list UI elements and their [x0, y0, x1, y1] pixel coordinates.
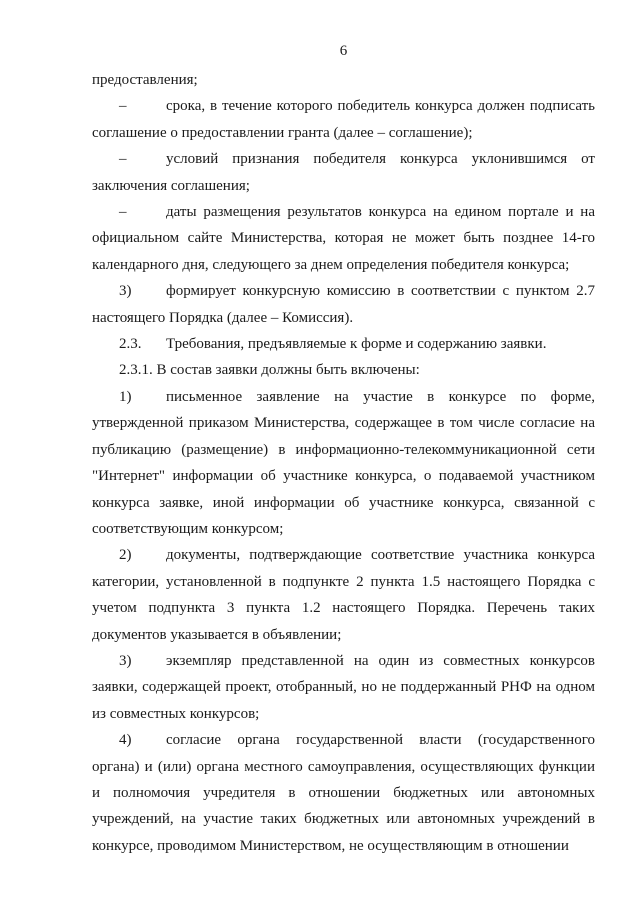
paragraph [92, 278, 595, 331]
paragraph [92, 67, 595, 93]
paragraph [92, 648, 595, 727]
list-marker: – [119, 98, 127, 115]
list-marker: – [119, 204, 127, 221]
paragraph-text: Требования, предъявляемые к форме и содержанию заявки. [166, 336, 547, 353]
paragraph-text: 2.3.1. В состав заявки должны быть включены: [119, 362, 420, 379]
paragraph-text: срока, в течение которого победитель конкурса должен подписать соглашение о предоставлении гранта (далее – соглашение); [92, 98, 595, 141]
paragraph-text: экземпляр представленной на один из совместных конкурсов заявки, содержащей проект, отобранный, но не поддержанный РНФ на одном из совместных конкурсов; [92, 652, 595, 722]
paragraph [92, 93, 595, 146]
paragraph-text: формирует конкурсную комиссию в соответствии с пунктом 2.7 настоящего Порядка (далее – Комиссия). [92, 283, 595, 326]
paragraph [92, 331, 595, 357]
paragraph [92, 384, 595, 542]
paragraph [92, 357, 595, 383]
paragraph [92, 727, 595, 859]
list-marker: 3) [119, 652, 132, 669]
list-marker: 2.3. [119, 336, 142, 353]
paragraph [92, 199, 595, 278]
list-marker: 2) [119, 547, 132, 564]
paragraph-text: документы, подтверждающие соответствие участника конкурса категории, установленной в подпункте 2 пункта 1.5 настоящего Порядка с учетом подпункта 3 пункта 1.2 настоящего Порядка. Перечень таких документов указывается в объявлении; [92, 547, 595, 643]
page-number: 6 [339, 43, 348, 59]
list-marker: – [119, 151, 127, 168]
paragraph [92, 146, 595, 199]
paragraph [92, 542, 595, 648]
paragraph-text: условий признания победителя конкурса уклонившимся от заключения соглашения; [92, 151, 595, 194]
list-marker: 1) [119, 388, 132, 405]
paragraph-text: согласие органа государственной власти (государственного органа) и (или) органа местного самоуправления, осуществляющих функции и полномочия учредителя в отношении бюджетных или автономных учреждений, на участие таких бюджетных или автономных учреждений в конкурсе, проводимом Министерством, не осуществляющим в отношении [92, 732, 595, 854]
paragraph-text: даты размещения результатов конкурса на едином портале и на официальном сайте Министерства, которая не может быть позднее 14-го календарного дня, следующего за днем определения победителя конкурса; [92, 204, 595, 273]
paragraph-text: письменное заявление на участие в конкурсе по форме, утвержденной приказом Министерства, содержащее в том числе согласие на публикацию (размещение) в информационно-телекоммуникационной сети "Интернет" информации об участнике конкурса, о подаваемой участником конкурса заявке, иной информации об участнике конкурса, связанной с соответствующим конкурсом; [92, 388, 595, 537]
document-body [92, 67, 595, 859]
paragraph-text: предоставления; [92, 72, 198, 88]
list-marker: 4) [119, 732, 132, 749]
list-marker: 3) [119, 283, 132, 300]
